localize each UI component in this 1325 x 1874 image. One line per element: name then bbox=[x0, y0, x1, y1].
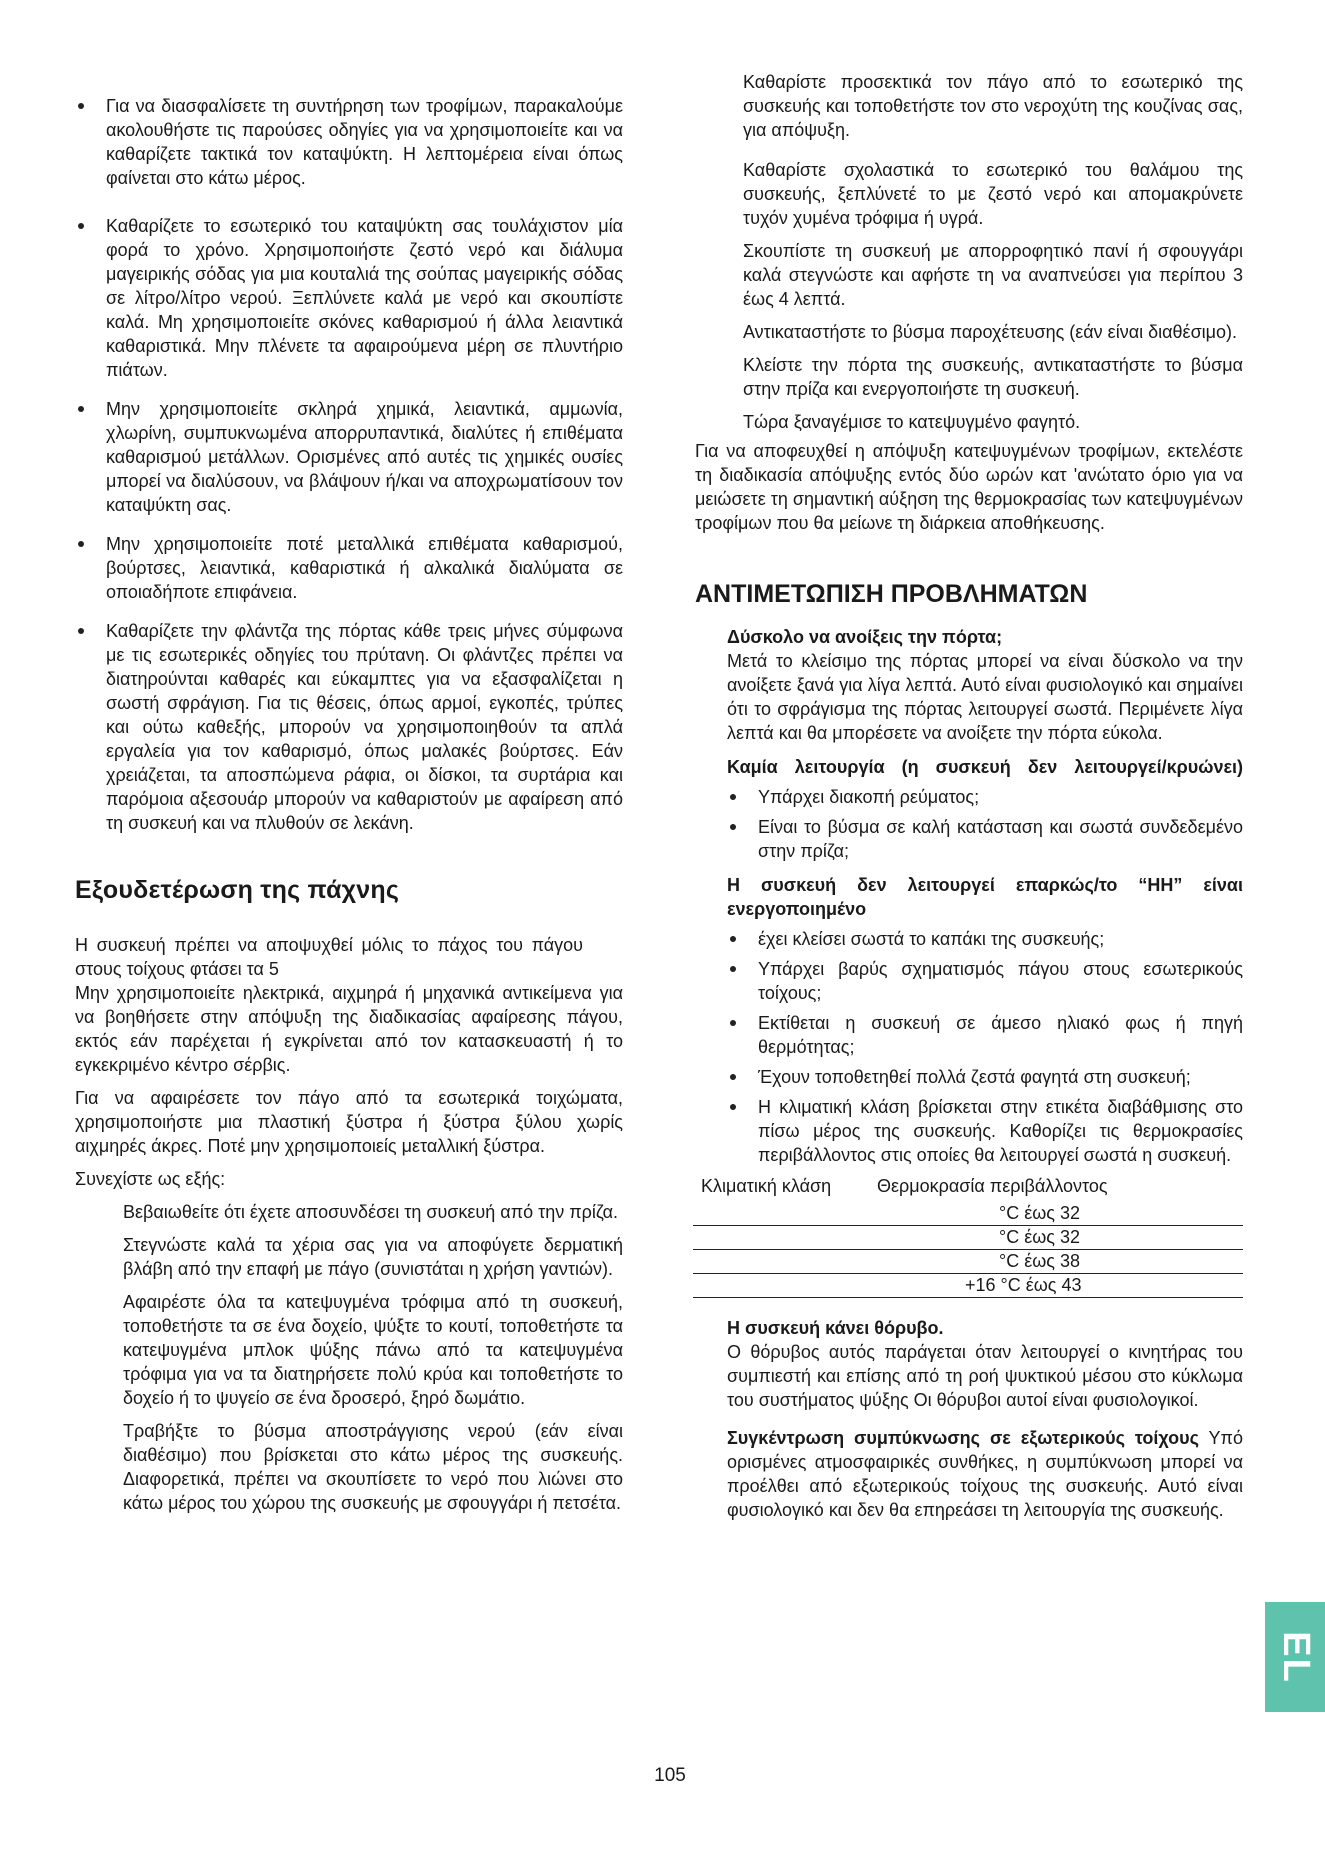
left-column bbox=[75, 70, 623, 1515]
table-cell: °C έως 38 bbox=[869, 1250, 1243, 1274]
defrost-step: Βεβαιωθείτε ότι έχετε αποσυνδέσει τη συσκευή από την πρίζα. bbox=[123, 1202, 619, 1222]
defrost-step: Τραβήξτε το βύσμα αποστράγγισης νερού (εάν είναι διαθέσιμο) που βρίσκεται στο κάτω μέρος της συσκευής. Διαφορετικά, πρέπει να σκουπίσετε το νερό που λιώνει στο κάτω μέρος του χώρου της συσκευής με σφουγγάρι ή πετσέτα. bbox=[123, 1421, 623, 1513]
list-item: Η κλιματική κλάση βρίσκεται στην ετικέτα διαβάθμισης στο πίσω μέρος της συσκευής. Καθορίζει τις θερμοκρασίες περιβάλλοντος στις οποίες θα λειτουργεί σωστά η συσκευή. bbox=[727, 1095, 1243, 1167]
page-number: 105 bbox=[654, 1765, 686, 1786]
question-title: Καμία λειτουργία (η συσκευή δεν λειτουργεί/κρυώνει) bbox=[727, 757, 1243, 777]
table-cell: °C έως 32 bbox=[869, 1226, 1243, 1250]
answer-text: Μετά το κλείσιμο της πόρτας μπορεί να είναι δύσκολο να την ανοίξετε ξανά για λίγα λεπτά. Αυτό είναι φυσιολογικό και σημαίνει ότι το σφράγισμα της πόρτας λειτουργεί σωστά. Περιμένετε λίγα λεπτά και θα μπορέσετε να ανοίξετε την πόρτα εύκολα. bbox=[727, 651, 1243, 743]
defrost-step: Κλείστε την πόρτα της συσκευής, αντικαταστήστε το βύσμα στην πρίζα και ενεργοποιήστε τη συσκευή. bbox=[743, 355, 1243, 399]
table-cell bbox=[693, 1226, 869, 1250]
answer-text: Ο θόρυβος αυτός παράγεται όταν λειτουργεί ο κινητήρας του συμπιεστή και επίσης από τη ροή ψυκτικού μέσου στο κύκλωμα του συστήματος ψύξης Οι θόρυβοι αυτοί είναι φυσιολογικοί. bbox=[727, 1342, 1243, 1410]
question-title: Η συσκευή δεν λειτουργεί επαρκώς/το “HH” είναι ενεργοποιημένο bbox=[727, 875, 1243, 919]
cleaning-list bbox=[75, 94, 623, 835]
list-item: Υπάρχει βαρύς σχηματισμός πάγου στους εσωτερικούς τοίχους; bbox=[727, 957, 1243, 1005]
list-item: Υπάρχει διακοπή ρεύματος; bbox=[727, 785, 1243, 809]
right-column bbox=[695, 70, 1243, 1522]
language-code: EL bbox=[1274, 1630, 1317, 1684]
section-heading-troubleshooting: ΑΝΤΙΜΕΤΩΠΙΣΗ ΠΡΟΒΛΗΜΑΤΩΝ bbox=[695, 580, 1088, 608]
table-cell bbox=[693, 1250, 869, 1274]
list-item: Καθαρίζετε το εσωτερικό του καταψύκτη σας τουλάχιστον μία φορά το χρόνο. Χρησιμοποιήστε ζεστό νερό και διάλυμα μαγειρικής σόδας για μια κουταλιά της σούπας μαγειρικής σόδας σε λίτρο/λίτρο νερού. Ξεπλύνετε καλά με νερό και σκουπίστε καλά. Μη χρησιμοποιείτε σκόνες καθαρισμού ή άλλα λειαντικά καθαριστικά. Μην πλένετε τα αφαιρούμενα μέρη σε πλυντήριο πιάτων. bbox=[75, 214, 623, 382]
list-item: Μην χρησιμοποιείτε ποτέ μεταλλικά επιθέματα καθαρισμού, βούρτσες, λειαντικά, καθαριστικά ή αλκαλικά διαλύματα σε οποιαδήποτε επιφάνεια. bbox=[75, 532, 623, 604]
language-tab bbox=[1265, 1602, 1325, 1712]
table-row bbox=[693, 1226, 1243, 1250]
condensation-section bbox=[695, 1426, 1243, 1522]
table-cell bbox=[693, 1274, 869, 1298]
no-operation-list bbox=[695, 785, 1243, 863]
table-cell: °C έως 32 bbox=[869, 1202, 1243, 1226]
insufficient-list bbox=[695, 927, 1243, 1167]
paragraph: Για να αφαιρέσετε τον πάγο από τα εσωτερικά τοιχώματα, χρησιμοποιήστε μια πλαστική ξύστρα ή ξύστρα ξύλου χωρίς αιχμηρές άκρες. Ποτέ μην χρησιμοποιείς μεταλλική ξύστρα. bbox=[75, 1088, 623, 1156]
list-item: Καθαρίζετε την φλάντζα της πόρτας κάθε τρεις μήνες σύμφωνα με τις εσωτερικές οδηγίες του πρύτανη. Οι φλάντζες πρέπει να διατηρούνται καθαρές και εύκαμπτες για να εξασφαλίζεται η σωστή σφράγιση. Για τις θέσεις, όπως αρμοί, εγκοπές, τρύπες και ούτω καθεξής, μπορούν να χρησιμοποιηθούν τα απλά εργαλεία για τον καθαρισμό, όπως μαλακές βούρτσες. Εάν χρειάζεται, τα αποσπώμενα ράφια, οι δίσκοι, τα συρτάρια και παρόμοια αξεσουάρ μπορούν να καθαριστούν με αφαίρεση από τη συσκευή και να πλυθούν σε λεκάνη. bbox=[75, 619, 623, 835]
table-row bbox=[693, 1274, 1243, 1298]
list-item: έχει κλείσει σωστά το καπάκι της συσκευής; bbox=[727, 927, 1243, 951]
defrost-step: Σκουπίστε τη συσκευή με απορροφητικό πανί ή σφουγγάρι καλά στεγνώστε και αφήστε τη να αναπνεύσει για περίπου 3 έως 4 λεπτά. bbox=[743, 241, 1243, 309]
table-header-row bbox=[693, 1175, 1243, 1202]
troubleshooting-list bbox=[695, 625, 1243, 779]
list-item: Εκτίθεται η συσκευή σε άμεσο ηλιακό φως ή πηγή θερμότητας; bbox=[727, 1011, 1243, 1059]
table-cell bbox=[693, 1202, 869, 1226]
list-item: Είναι το βύσμα σε καλή κατάσταση και σωστά συνδεδεμένο στην πρίζα; bbox=[727, 815, 1243, 863]
table-row bbox=[693, 1250, 1243, 1274]
defrost-step: Αφαιρέστε όλα τα κατεψυγμένα τρόφιμα από τη συσκευή, τοποθετήστε τα σε ένα δοχείο, ψύξτε το κουτί, τοποθετήστε τα κατεψυγμένα μπλοκ ψύξης πάνω από τα κατεψυγμένα τρόφιμα για να τα διατηρήσετε πολύ κρύα και τοποθετήστε το δοχείο ή το ψυγείο σε ένα δροσερό, ξηρό δωμάτιο. bbox=[123, 1292, 623, 1408]
question-title: Συγκέντρωση συμπύκνωσης σε εξωτερικούς τοίχους bbox=[727, 1428, 1199, 1448]
climate-class-table bbox=[693, 1175, 1243, 1298]
list-item: Για να διασφαλίσετε τη συντήρηση των τροφίμων, παρακαλούμε ακολουθήστε τις παρούσες οδηγίες για να χρησιμοποιείτε και να καθαρίζετε τακτικά τον καταψύκτη. Η λεπτομέρεια είναι όπως φαίνεται στο κάτω μέρος. bbox=[75, 94, 623, 190]
defrost-step: Τώρα ξαναγέμισε το κατεψυγμένο φαγητό. bbox=[743, 412, 1081, 432]
table-row bbox=[693, 1202, 1243, 1226]
section-heading-defrost: Εξουδετέρωση της πάχνης bbox=[75, 876, 400, 904]
defrost-step: Στεγνώστε καλά τα χέρια σας για να αποφύγετε δερματική βλάβη από την επαφή με πάγο (συνιστάται η χρήση γαντιών). bbox=[123, 1235, 623, 1279]
question-title: Δύσκολο να ανοίξεις την πόρτα; bbox=[727, 627, 1003, 647]
list-item: Έχουν τοποθετηθεί πολλά ζεστά φαγητά στη συσκευή; bbox=[727, 1065, 1243, 1089]
paragraph: Μην χρησιμοποιείτε ηλεκτρικά, αιχμηρά ή μηχανικά αντικείμενα για να βοηθήσετε στην απόψυξη της διαδικασίας αφαίρεσης πάγου, εκτός εάν παρέχεται ή εγκρίνεται από τον κατασκευαστή ή το εγκεκριμένο κέντρο σέρβις. bbox=[75, 983, 623, 1075]
defrost-step: Καθαρίστε προσεκτικά τον πάγο από το εσωτερικό της συσκευής και τοποθετήστε τον στο νεροχύτη της κουζίνας σας, για απόψυξη. bbox=[743, 72, 1243, 140]
table-header-cell: Θερμοκρασία περιβάλλοντος bbox=[877, 1176, 1108, 1196]
paragraph: Για να αποφευχθεί η απόψυξη κατεψυγμένων τροφίμων, εκτελέστε τη διαδικασία απόψυξης εντός δύο ωρών κατ 'ανώτατο όριο για να μειώσετε τη σημαντική αύξηση της θερμοκρασίας των κατεψυγμένων τροφίμων που θα μείωνε τη διάρκεια αποθήκευσης. bbox=[695, 441, 1243, 533]
answer-text: Υπό ορισμένες ατμοσφαιρικές συνθήκες, η συμπύκνωση μπορεί να προέλθει από εξωτερικούς τοίχους της συσκευής. Αυτό είναι φυσιολογικό και δεν θα επηρεάσει τη λειτουργία της συσκευής. bbox=[727, 1428, 1243, 1520]
list-item: Μην χρησιμοποιείτε σκληρά χημικά, λειαντικά, αμμωνία, χλωρίνη, συμπυκνωμένα απορρυπαντικά, διαλύτες ή επιθέματα καθαρισμού μετάλλων. Ορισμένες από αυτές τις χημικές ουσίες μπορεί να διαλύσουν, να βλάψουν ή/και να αποχρωματίσουν τον καταψύκτη σας. bbox=[75, 397, 623, 517]
noise-section bbox=[695, 1316, 1243, 1412]
table-header-cell: Κλιματική κλάση bbox=[701, 1176, 832, 1196]
defrost-step: Καθαρίστε σχολαστικά το εσωτερικό του θαλάμου της συσκευής, ξεπλύνετέ το με ζεστό νερό και απομακρύνετε τυχόν χυμένα τρόφιμα ή υγρά. bbox=[743, 160, 1243, 228]
paragraph: Η συσκευή πρέπει να αποψυχθεί μόλις το πάχος του πάγου στους τοίχους φτάσει τα 5 bbox=[75, 935, 583, 979]
defrost-step: Αντικαταστήστε το βύσμα παροχέτευσης (εάν είναι διαθέσιμο). bbox=[743, 322, 1238, 342]
question-title: Η συσκευή κάνει θόρυβο. bbox=[727, 1318, 944, 1338]
paragraph: Συνεχίστε ως εξής: bbox=[75, 1169, 226, 1189]
table-cell: +16 °C έως 43 bbox=[869, 1274, 1243, 1298]
